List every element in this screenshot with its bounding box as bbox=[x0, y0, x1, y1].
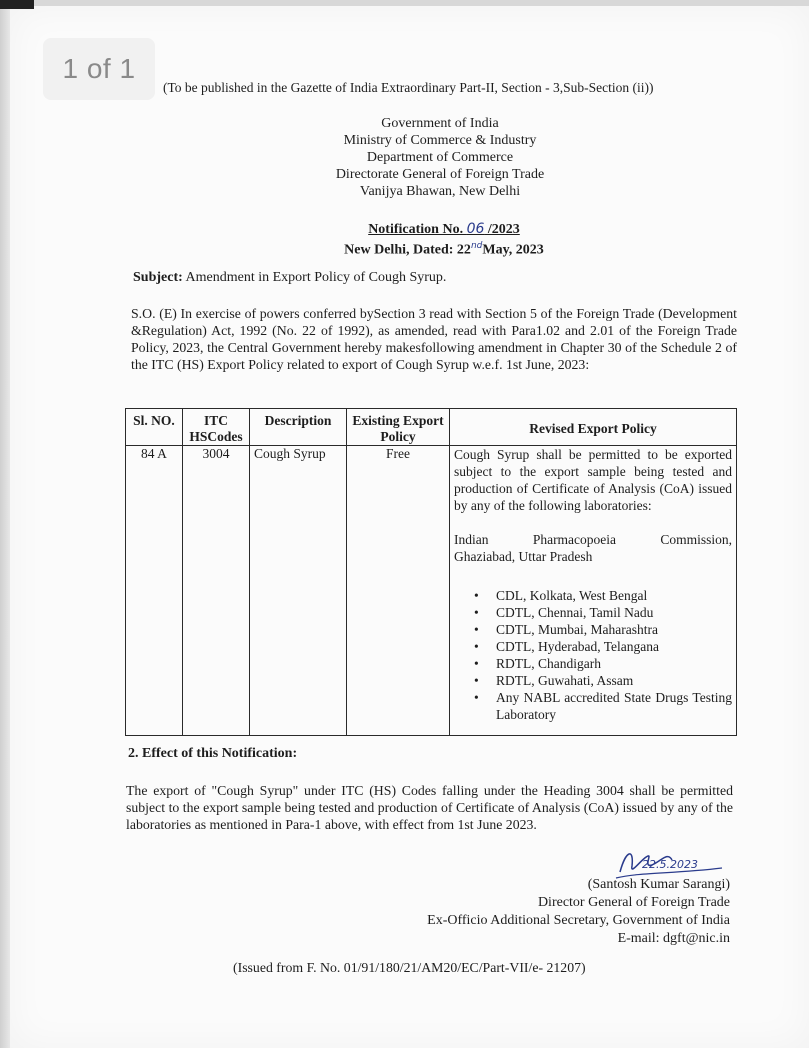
issued-from: (Issued from F. No. 01/91/180/21/AM20/EC/Part-VII/e- 21207) bbox=[233, 960, 586, 975]
export-policy-table bbox=[125, 408, 737, 736]
table-header-row bbox=[126, 409, 737, 446]
signatory-email: E-mail: dgft@nic.in bbox=[617, 931, 730, 946]
header-line: Directorate General of Foreign Trade bbox=[335, 167, 545, 182]
signatory-title-2: Ex-Officio Additional Secretary, Government of India bbox=[427, 913, 730, 928]
notification-number: Notification No. 06 /2023 bbox=[368, 221, 520, 237]
list-item: • CDTL, Hyderabad, Telangana bbox=[496, 638, 732, 655]
cell-itc: 3004 bbox=[183, 446, 250, 736]
handwritten-number: 06 bbox=[466, 221, 485, 237]
list-item: • CDL, Kolkata, West Bengal bbox=[496, 587, 732, 604]
lab-main-location: Ghaziabad, Uttar Pradesh bbox=[454, 549, 593, 564]
header-line: Ministry of Commerce & Industry bbox=[343, 133, 537, 148]
page-indicator: 1 of 1 bbox=[43, 38, 155, 100]
header-line: Government of India bbox=[381, 116, 499, 131]
list-item: • CDTL, Mumbai, Maharashtra bbox=[496, 621, 732, 638]
header-line: Vanijya Bhawan, New Delhi bbox=[359, 184, 521, 199]
list-item: • Any NABL accredited State Drugs Testing Laboratory bbox=[496, 689, 732, 723]
revised-intro: Cough Syrup shall be permitted to be exported subject to the export sample being tested and production of Certificate of Analysis (CoA) issued by any of the following laboratories: bbox=[454, 447, 732, 513]
header-existing-policy: Existing Export Policy bbox=[347, 409, 450, 446]
effect-paragraph: The export of "Cough Syrup" under ITC (HS) Codes falling under the Heading 3004 shall be permitted subject to the export sample being tested and production of Certificate of Analysis (CoA) issued by any of the laboratories as mentioned in Para-1 above, with effect from 1st June 2023. bbox=[126, 783, 733, 832]
header-sl-no: Sl. NO. bbox=[126, 409, 183, 446]
lab-main: Indian Pharmacopoeia Commission, bbox=[454, 532, 732, 547]
page-corner-mark bbox=[0, 0, 34, 9]
header-description: Description bbox=[250, 409, 347, 446]
cell-sl-no: 84 A bbox=[126, 446, 183, 736]
list-item: • RDTL, Chandigarh bbox=[496, 655, 732, 672]
signature-date: 22.5.2023 bbox=[642, 858, 698, 871]
signatory-title: Director General of Foreign Trade bbox=[537, 895, 730, 910]
header-line: Department of Commerce bbox=[366, 150, 514, 165]
list-item: • RDTL, Guwahati, Assam bbox=[496, 672, 732, 689]
effect-heading: 2. Effect of this Notification: bbox=[128, 746, 298, 761]
preamble-paragraph: S.O. (E) In exercise of powers conferred bySection 3 read with Section 5 of the Foreign Trade (Development &Regulation) Act, 1992 (No. 22 of 1992), as amended, read with Para1.02 and 2.01 of the Foreign Trade Policy, 2023, the Central Government hereby makesfollowing amendment in Chapter 30 of the Schedule 2 of the ITC (HS) Export Policy related to export of Cough Syrup w.e.f. 1st June, 2023: bbox=[131, 306, 737, 372]
cell-existing-policy: Free bbox=[347, 446, 450, 736]
list-item: • CDTL, Chennai, Tamil Nadu bbox=[496, 604, 732, 621]
header-itc: ITC HSCodes bbox=[183, 409, 250, 446]
issuing-authority bbox=[260, 115, 620, 200]
cell-revised-policy bbox=[450, 446, 737, 736]
header-revised-policy: Revised Export Policy bbox=[450, 409, 737, 446]
gazette-note: (To be published in the Gazette of India Extraordinary Part-II, Section - 3,Sub-Section (ii)) bbox=[163, 80, 654, 95]
table-row bbox=[126, 446, 737, 736]
cell-description: Cough Syrup bbox=[250, 446, 347, 736]
signatory-block bbox=[427, 876, 730, 948]
notification-heading bbox=[300, 221, 588, 259]
notification-date: New Delhi, Dated: 22ndMay, 2023 bbox=[344, 241, 544, 258]
subject-line: Subject: Amendment in Export Policy of Cough Syrup. bbox=[133, 270, 447, 285]
signatory-name: (Santosh Kumar Sarangi) bbox=[587, 877, 730, 892]
lab-list bbox=[454, 587, 732, 723]
